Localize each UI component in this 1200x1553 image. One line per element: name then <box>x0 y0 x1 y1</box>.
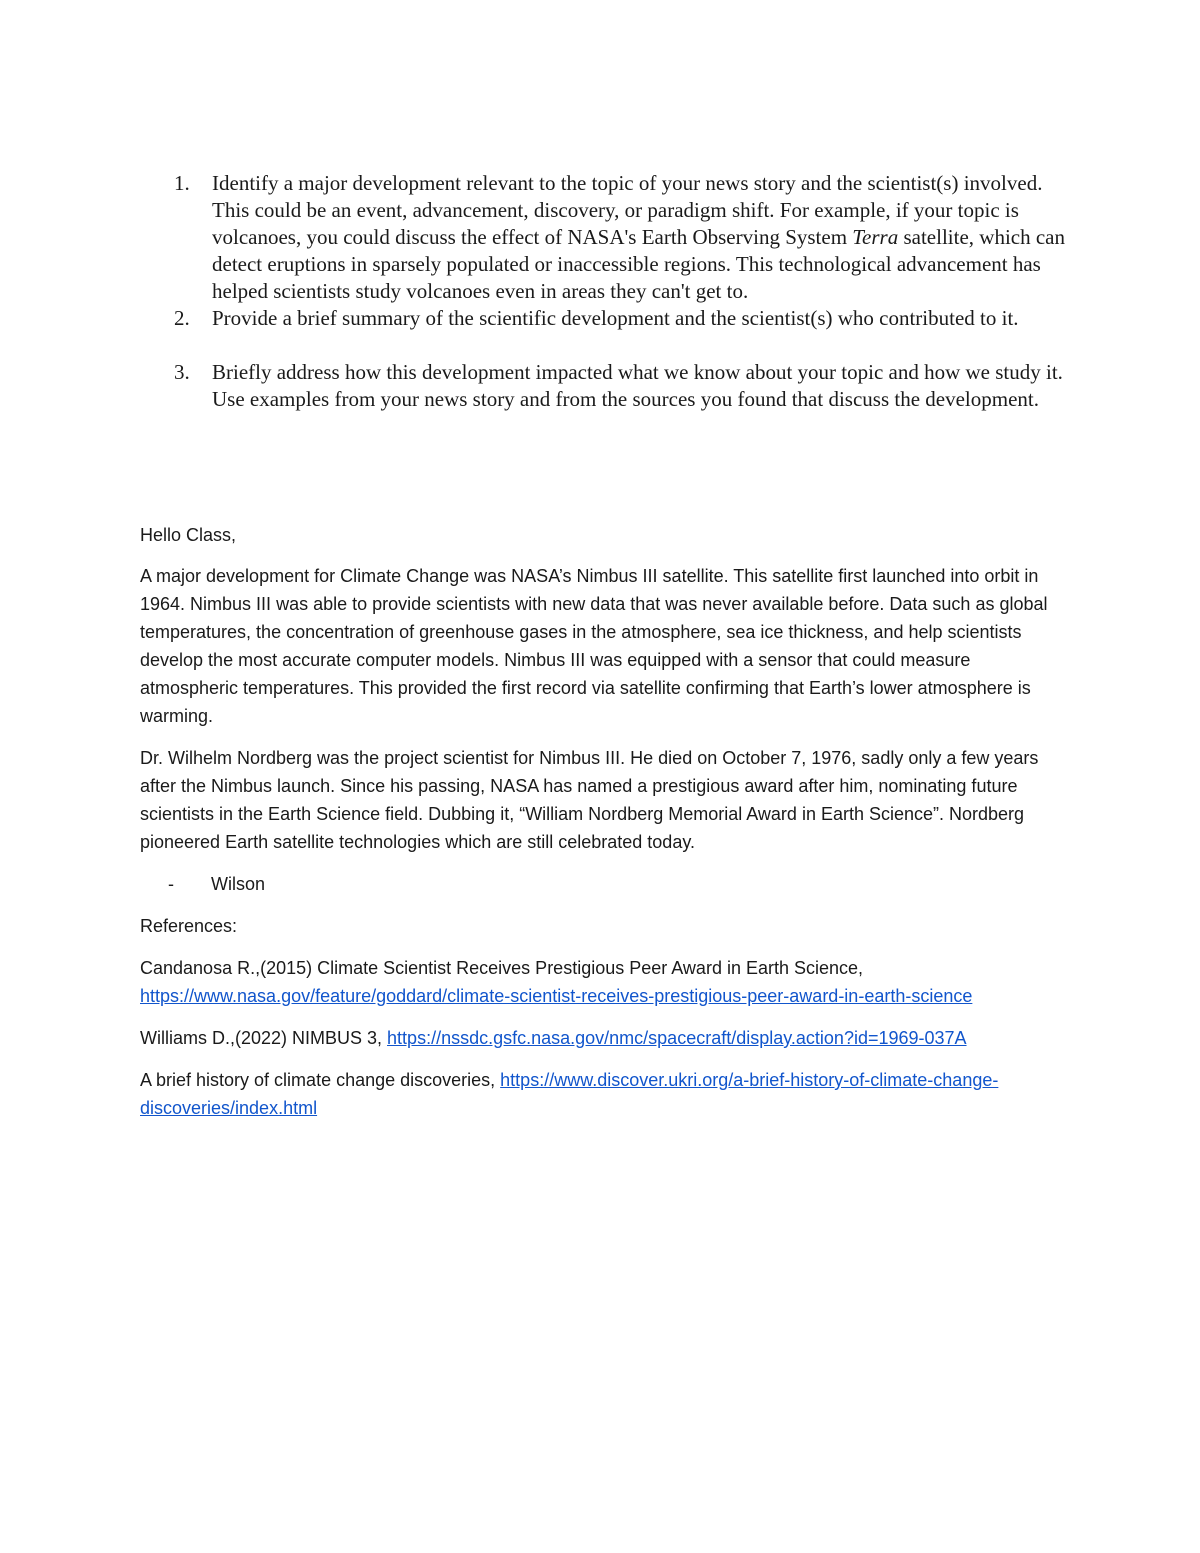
references-heading: References: <box>140 916 238 936</box>
reference-link[interactable]: https://nssdc.gsfc.nasa.gov/nmc/spacecraft/display.action?id=1969-037A <box>387 1028 967 1048</box>
reference-text: A brief history of climate change discoveries, <box>140 1070 501 1090</box>
prompt-number: 3. <box>174 360 190 384</box>
reference-text: Candanosa R.,(2015) Climate Scientist Receives Prestigious Peer Award in Earth Science, <box>140 958 864 978</box>
discussion-post <box>140 521 1070 1136</box>
signature-dash: - <box>168 874 174 894</box>
reference-item <box>140 1024 1070 1052</box>
prompt-item <box>140 359 1070 413</box>
prompt-text-continued: satellite, which can detect eruptions in sparsely populated or inaccessible regions. This technological advancement has helped scientists study volcanoes even in areas they can't get to. <box>212 225 1065 303</box>
paragraph: A major development for Climate Change was NASA’s Nimbus III satellite. This satellite first launched into orbit in 1964. Nimbus III was able to provide scientists with new data that was never available before. Data such as global temperatures, the concentration of greenhouse gases in the atmosphere, sea ice thickness, and help scientists develop the most accurate computer models. Nimbus III was equipped with a sensor that could measure atmospheric temperatures. This provided the first record via satellite confirming that Earth’s lower atmosphere is warming. <box>140 566 1048 726</box>
prompt-text: Briefly address how this development impacted what we know about your topic and how we study it. Use examples from your news story and from the sources you found that discuss the development. <box>212 360 1063 411</box>
reference-item <box>140 1066 1070 1122</box>
prompt-list <box>140 170 1070 413</box>
prompt-number: 1. <box>174 171 190 195</box>
prompt-item <box>140 170 1070 305</box>
prompt-text: Provide a brief summary of the scientific development and the scientist(s) who contributed to it. <box>212 306 1019 330</box>
prompt-text: Identify a major development relevant to the topic of your news story and the scientist(s) involved. This could be an event, advancement, discovery, or paradigm shift. For example, if your topic is volcanoes, you could discuss the effect of NASA's Earth Observing System <box>212 171 1043 249</box>
prompt-item <box>140 305 1070 332</box>
reference-text: Williams D.,(2022) NIMBUS 3, <box>140 1028 388 1048</box>
greeting: Hello Class, <box>140 525 237 545</box>
prompt-number: 2. <box>174 306 190 330</box>
reference-item <box>140 954 1070 1010</box>
reference-link[interactable]: https://www.nasa.gov/feature/goddard/climate-scientist-receives-prestigious-peer-award-in-earth-science <box>140 986 973 1006</box>
reference-link[interactable]: https://www.discover.ukri.org/a-brief-history-of-climate-change-discoveries/index.html <box>140 1070 999 1118</box>
prompt-italic-term: Terra <box>852 225 899 249</box>
paragraph: Dr. Wilhelm Nordberg was the project scientist for Nimbus III. He died on October 7, 1976, sadly only a few years after the Nimbus launch. Since his passing, NASA has named a prestigious award after him, nominating future scientists in the Earth Science field. Dubbing it, “William Nordberg Memorial Award in Earth Science”. Nordberg pioneered Earth satellite technologies which are still celebrated today. <box>140 748 1039 852</box>
signature-name: Wilson <box>211 874 266 894</box>
signature <box>140 870 1070 898</box>
